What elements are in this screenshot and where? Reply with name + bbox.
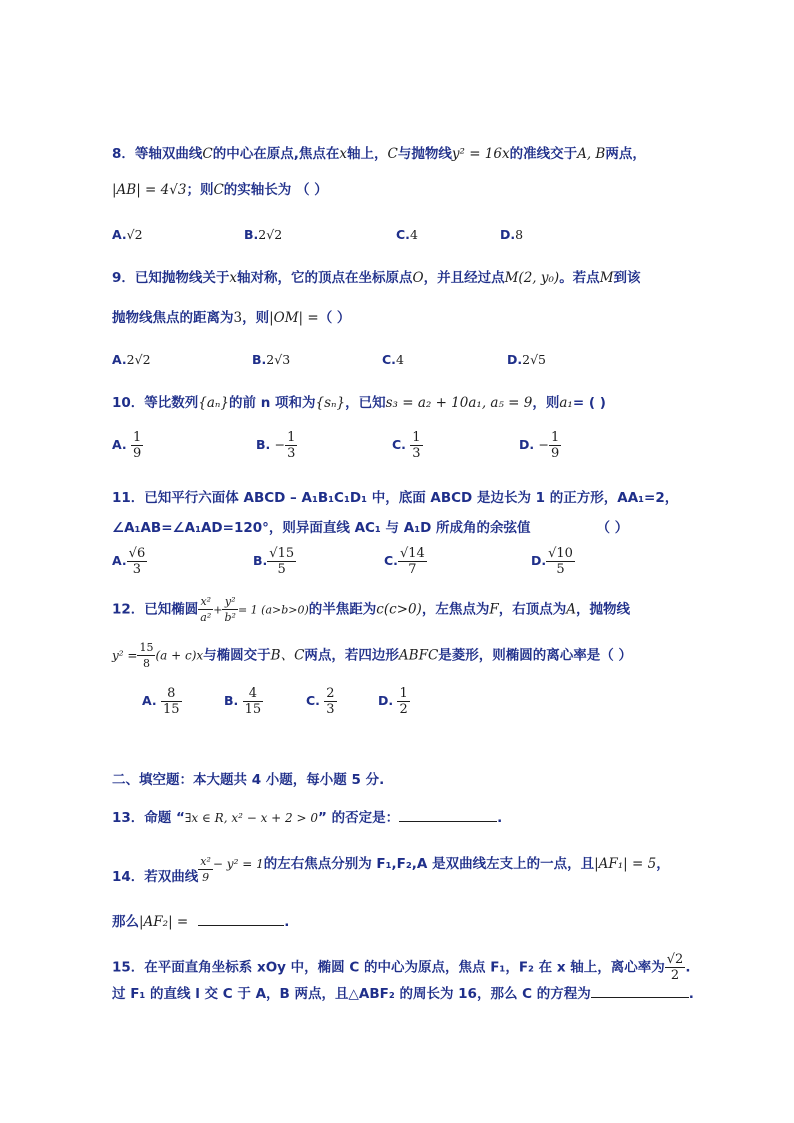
q8-option-a: A.√2	[112, 227, 143, 242]
answer-blank[interactable]	[399, 821, 497, 822]
math-parabola: y² = 16x	[451, 146, 510, 162]
q8-option-b: B.2√2	[244, 227, 283, 242]
q12-option-a: A. $\frac{8}{15}$	[142, 686, 180, 717]
question-number: 14．	[112, 869, 145, 885]
q12-option-c: C. $\frac{2}{3}$	[306, 686, 335, 717]
question-number: 11．	[112, 490, 145, 506]
math-series-condition: s₃ = a₂ + 10a₁, a₅ = 9	[385, 395, 533, 411]
math-proposition: ∃x ∈ R, x² − x + 2 > 0	[184, 811, 318, 825]
q9-option-b: B.2√3	[252, 352, 291, 367]
question-14-line-2: 那么|AF₂| = .	[112, 914, 290, 930]
question-number: 10．	[112, 395, 145, 411]
q12-option-d: D. $\frac{1}{2}$	[378, 686, 408, 717]
question-12-line-1: 12．已知椭圆 $\frac{\text{x²}}{\text{a²}}$ + $\frac{\text{y²}}{\text{b²}}$ = 1 (a>b>0)的半焦距为c(c>0)，左焦点为F，右顶点为A，抛物线	[112, 595, 630, 624]
fraction: $\frac{1}{9}$	[133, 430, 142, 461]
fraction: $\frac{√10}{5}$	[548, 546, 573, 577]
question-8-line-1: 8．等轴双曲线C的中心在原点,焦点在x轴上，C与抛物线y² = 16x的准线交于A, B两点，	[112, 146, 646, 162]
q10-option-a: A. $\frac{1}{9}$	[112, 430, 142, 461]
math-abs-ab: |AB| = 4√3	[112, 182, 187, 198]
ellipse-x-fraction: $\frac{\text{x²}}{\text{a²}}$	[200, 595, 212, 624]
question-9-line-1: 9．已知抛物线关于x轴对称，它的顶点在坐标原点O，并且经过点M(2, y₀)。若点M到该	[112, 270, 641, 286]
q11-option-c: C. $\frac{√14}{7}$	[384, 546, 425, 577]
question-number: 8．	[112, 146, 135, 162]
question-9-line-2: 抛物线焦点的距离为3，则|OM| =（ ）	[112, 310, 351, 326]
q10-option-d: D. − $\frac{1}{9}$	[519, 430, 560, 461]
section-heading-fill-in: 二、填空题：本大题共 4 小题，每小题 5 分.	[112, 772, 385, 788]
ellipse-y-fraction: $\frac{\text{y²}}{\text{b²}}$	[224, 595, 236, 624]
question-number: 13．	[112, 810, 145, 826]
fraction: $\frac{√14}{7}$	[399, 546, 425, 577]
fraction: $\frac{1}{9}$	[550, 430, 560, 461]
fraction: $\frac{√15}{5}$	[269, 546, 295, 577]
fraction: $\frac{√6}{3}$	[128, 546, 146, 577]
fraction: $\frac{2}{3}$	[326, 686, 335, 717]
question-11-line-2: ∠A₁AB=∠A₁AD=120°，则异面直线 AC₁ 与 A₁D 所成角的余弦值 （ ）	[112, 520, 629, 536]
question-11-line-1: 11．已知平行六面体 ABCD – A₁B₁C₁D₁ 中，底面 ABCD 是边长为 1 的正方形，AA₁=2，	[112, 490, 679, 506]
fraction: $\frac{4}{15}$	[244, 686, 262, 717]
question-8-line-2: |AB| = 4√3；则C的实轴长为 （ ）	[112, 182, 328, 198]
question-14-line-1: 14．若双曲线 $\frac{\text{x²}}{9}$ − y² = 1的左右焦点分别为 F₁,F₂,A 是双曲线左支上的一点，且|AF₁| = 5，	[112, 855, 670, 885]
question-13: 13．命题 “∃x ∈ R, x² − x + 2 > 0” 的否定是： .	[112, 810, 503, 826]
fraction: $\frac{1}{3}$	[287, 430, 296, 461]
q9-option-c: C.4	[382, 352, 404, 367]
hyperbola-fraction: $\frac{\text{x²}}{9}$	[200, 855, 211, 884]
q10-option-b: B. − $\frac{1}{3}$	[256, 430, 296, 461]
question-12-line-2: y² = $\frac{15}{8}$ (a + c)x与椭圆交于B、C两点，若四边形ABFC是菱形，则椭圆的离心率是（ ）	[112, 641, 632, 670]
q11-option-a: A. $\frac{√6}{3}$	[112, 546, 146, 577]
fraction: $\frac{1}{2}$	[399, 686, 408, 717]
fraction: $\frac{1}{3}$	[412, 430, 421, 461]
fraction: $\frac{√2}{2}$	[666, 952, 684, 983]
q10-option-c: C. $\frac{1}{3}$	[392, 430, 421, 461]
question-number: 9．	[112, 270, 135, 286]
question-15-line-1: 15．在平面直角坐标系 xOy 中，椭圆 C 的中心为原点，焦点 F₁，F₂ 在 x 轴上，离心率为 $\frac{√2}{2}$ .	[112, 952, 691, 983]
q11-option-b: B. $\frac{√15}{5}$	[253, 546, 295, 577]
question-10-line-1: 10．等比数列{aₙ}的前 n 项和为{sₙ}，已知s₃ = a₂ + 10a₁, a₅ = 9，则a₁= ( )	[112, 395, 606, 411]
parabola-coefficient: $\frac{15}{8}$	[139, 641, 154, 670]
fraction: $\frac{8}{15}$	[163, 686, 180, 717]
q12-option-b: B. $\frac{4}{15}$	[224, 686, 262, 717]
question-number: 15．	[112, 959, 145, 976]
answer-blank[interactable]	[591, 997, 689, 998]
q8-option-d: D.8	[500, 227, 524, 242]
q8-option-c: C.4	[396, 227, 418, 242]
question-number: 12．	[112, 601, 145, 618]
answer-blank[interactable]	[198, 925, 284, 926]
q11-option-d: D. $\frac{√10}{5}$	[531, 546, 573, 577]
question-15-line-2: 过 F₁ 的直线 l 交 C 于 A，B 两点，且△ABF₂ 的周长为 16，那么 C 的方程为 .	[112, 986, 694, 1002]
q9-option-d: D.2√5	[507, 352, 546, 367]
q9-option-a: A.2√2	[112, 352, 151, 367]
